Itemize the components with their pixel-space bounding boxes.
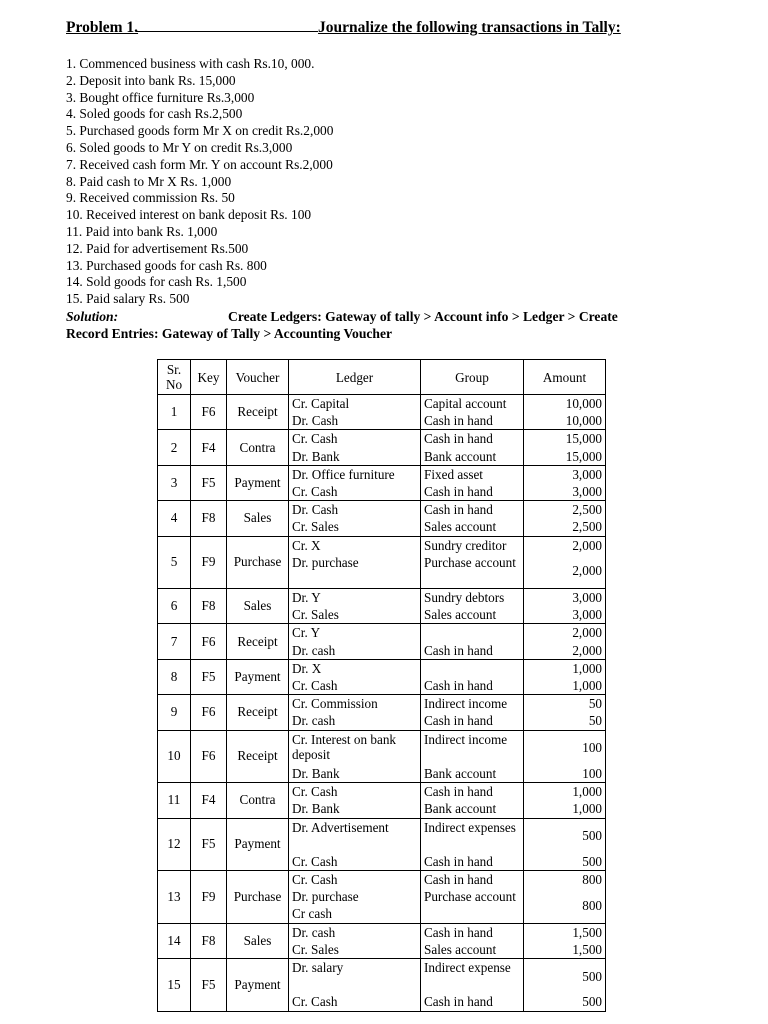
key-cell: F8: [191, 501, 227, 536]
table-row: [158, 783, 606, 818]
voucher-cell: Payment: [227, 959, 289, 1012]
key-cell: F6: [191, 624, 227, 659]
key-cell: F4: [191, 783, 227, 818]
ledger-cell: Dr. X Cr. Cash: [289, 659, 421, 694]
group-cell: Fixed asset Cash in hand: [421, 465, 524, 500]
table-row: [158, 818, 606, 871]
key-cell: F6: [191, 695, 227, 730]
table-row: [158, 465, 606, 500]
amount-cell: 500 500: [524, 959, 606, 1012]
voucher-cell: Payment: [227, 818, 289, 871]
sr-cell: 3: [158, 465, 191, 500]
ledger-cell: Dr. cash Cr. Sales: [289, 923, 421, 958]
group-cell: Indirect income Cash in hand: [421, 695, 524, 730]
problem-label: Problem 1.: [66, 19, 139, 36]
voucher-cell: Receipt: [227, 395, 289, 430]
list-item: 5. Purchased goods form Mr X on credit Rs.2,000: [66, 123, 334, 139]
key-cell: F5: [191, 818, 227, 871]
ledger-cell: Dr. Y Cr. Sales: [289, 589, 421, 624]
table-row: [158, 695, 606, 730]
key-cell: F5: [191, 959, 227, 1012]
list-item: 14. Sold goods for cash Rs. 1,500: [66, 274, 247, 290]
table-row: [158, 871, 606, 924]
voucher-cell: Purchase: [227, 871, 289, 924]
problem-title: Journalize the following transactions in Tally:: [318, 19, 621, 36]
ledger-cell: Cr. Commission Dr. cash: [289, 695, 421, 730]
table-row: [158, 959, 606, 1012]
group-cell: Sundry creditor Purchase account: [421, 536, 524, 589]
amount-cell: 500 500: [524, 818, 606, 871]
voucher-cell: Payment: [227, 465, 289, 500]
group-cell: Cash in hand: [421, 659, 524, 694]
solution-block: [66, 308, 646, 342]
key-cell: F6: [191, 730, 227, 783]
table-row: [158, 730, 606, 783]
voucher-cell: Payment: [227, 659, 289, 694]
amount-cell: 800 800: [524, 871, 606, 924]
ledger-cell: Dr. Cash Cr. Sales: [289, 501, 421, 536]
list-item: 8. Paid cash to Mr X Rs. 1,000: [66, 173, 232, 189]
group-cell: Cash in hand: [421, 624, 524, 659]
sr-cell: 10: [158, 730, 191, 783]
col-key-header: Key: [191, 360, 227, 395]
sr-cell: 8: [158, 659, 191, 694]
table-row: [158, 430, 606, 465]
voucher-cell: Sales: [227, 589, 289, 624]
record-entries-path: Record Entries: Gateway of Tally > Accounting Voucher: [66, 326, 393, 341]
col-sr-header: Sr. No: [158, 360, 191, 395]
list-item: 3. Bought office furniture Rs.3,000: [66, 89, 255, 105]
ledger-cell: Cr. Cash Dr. Bank: [289, 430, 421, 465]
amount-cell: 2,500 2,500: [524, 501, 606, 536]
key-cell: F9: [191, 871, 227, 924]
key-cell: F9: [191, 536, 227, 589]
amount-cell: 1,500 1,500: [524, 923, 606, 958]
group-cell: Capital account Cash in hand: [421, 395, 524, 430]
ledger-cell: Cr. Interest on bank deposit Dr. Bank: [289, 730, 421, 783]
journal-table: [157, 359, 606, 1012]
ledger-cell: Cr. Cash Dr. purchase Cr cash: [289, 871, 421, 924]
page-header: [66, 17, 621, 37]
solution-label: Solution:: [66, 309, 119, 324]
voucher-cell: Sales: [227, 923, 289, 958]
sr-cell: 9: [158, 695, 191, 730]
ledger-cell: Dr. salary Cr. Cash: [289, 959, 421, 1012]
sr-cell: 7: [158, 624, 191, 659]
key-cell: F5: [191, 465, 227, 500]
col-ledger-header: Ledger: [289, 360, 421, 395]
sr-cell: 4: [158, 501, 191, 536]
voucher-cell: Receipt: [227, 730, 289, 783]
sr-cell: 5: [158, 536, 191, 589]
amount-cell: 3,000 3,000: [524, 589, 606, 624]
voucher-cell: Contra: [227, 783, 289, 818]
group-cell: Cash in hand Sales account: [421, 923, 524, 958]
voucher-cell: Receipt: [227, 695, 289, 730]
group-cell: Sundry debtors Sales account: [421, 589, 524, 624]
table-row: [158, 536, 606, 589]
list-item: 7. Received cash form Mr. Y on account Rs.2,000: [66, 156, 333, 172]
amount-cell: 1,000 1,000: [524, 659, 606, 694]
key-cell: F6: [191, 395, 227, 430]
sr-cell: 1: [158, 395, 191, 430]
amount-cell: 100 100: [524, 730, 606, 783]
transaction-list: [66, 56, 333, 308]
voucher-cell: Purchase: [227, 536, 289, 589]
col-voucher-header: Voucher: [227, 360, 289, 395]
list-item: 12. Paid for advertisement Rs.500: [66, 240, 249, 256]
amount-cell: 10,000 10,000: [524, 395, 606, 430]
group-cell: Cash in hand Sales account: [421, 501, 524, 536]
key-cell: F8: [191, 589, 227, 624]
col-amount-header: Amount: [524, 360, 606, 395]
list-item: 9. Received commission Rs. 50: [66, 190, 235, 206]
table-row: [158, 395, 606, 430]
ledger-cell: Cr. X Dr. purchase: [289, 536, 421, 589]
amount-cell: 50 50: [524, 695, 606, 730]
list-item: 4. Soled goods for cash Rs.2,500: [66, 106, 243, 122]
table-row: [158, 624, 606, 659]
ledger-cell: Dr. Advertisement Cr. Cash: [289, 818, 421, 871]
list-item: 11. Paid into bank Rs. 1,000: [66, 223, 218, 239]
voucher-cell: Sales: [227, 501, 289, 536]
title-underline: [136, 17, 318, 32]
create-ledgers-path: Create Ledgers: Gateway of tally > Account info > Ledger > Create: [228, 309, 618, 324]
list-item: 13. Purchased goods for cash Rs. 800: [66, 257, 267, 273]
table-row: [158, 589, 606, 624]
group-cell: Indirect expenses Cash in hand: [421, 818, 524, 871]
key-cell: F5: [191, 659, 227, 694]
amount-cell: 1,000 1,000: [524, 783, 606, 818]
list-item: 1. Commenced business with cash Rs.10, 000.: [66, 56, 315, 71]
voucher-cell: Contra: [227, 430, 289, 465]
list-item: 10. Received interest on bank deposit Rs. 100: [66, 207, 312, 223]
col-group-header: Group: [421, 360, 524, 395]
amount-cell: 2,000 2,000: [524, 624, 606, 659]
group-cell: Cash in hand Purchase account: [421, 871, 524, 924]
group-cell: Indirect expense Cash in hand: [421, 959, 524, 1012]
table-header-row: [158, 360, 606, 395]
sr-cell: 2: [158, 430, 191, 465]
amount-cell: 15,000 15,000: [524, 430, 606, 465]
group-cell: Indirect income Bank account: [421, 730, 524, 783]
sr-cell: 14: [158, 923, 191, 958]
sr-cell: 12: [158, 818, 191, 871]
table-row: [158, 501, 606, 536]
ledger-cell: Dr. Office furniture Cr. Cash: [289, 465, 421, 500]
ledger-cell: Cr. Y Dr. cash: [289, 624, 421, 659]
amount-cell: 3,000 3,000: [524, 465, 606, 500]
sr-cell: 6: [158, 589, 191, 624]
list-item: 2. Deposit into bank Rs. 15,000: [66, 72, 236, 88]
ledger-cell: Cr. Capital Dr. Cash: [289, 395, 421, 430]
sr-cell: 11: [158, 783, 191, 818]
group-cell: Cash in hand Bank account: [421, 430, 524, 465]
ledger-cell: Cr. Cash Dr. Bank: [289, 783, 421, 818]
amount-cell: 2,000 2,000: [524, 536, 606, 589]
voucher-cell: Receipt: [227, 624, 289, 659]
table-row: [158, 923, 606, 958]
list-item: 6. Soled goods to Mr Y on credit Rs.3,000: [66, 139, 293, 155]
key-cell: F8: [191, 923, 227, 958]
sr-cell: 15: [158, 959, 191, 1012]
group-cell: Cash in hand Bank account: [421, 783, 524, 818]
sr-cell: 13: [158, 871, 191, 924]
key-cell: F4: [191, 430, 227, 465]
list-item: 15. Paid salary Rs. 500: [66, 291, 190, 307]
table-row: [158, 659, 606, 694]
